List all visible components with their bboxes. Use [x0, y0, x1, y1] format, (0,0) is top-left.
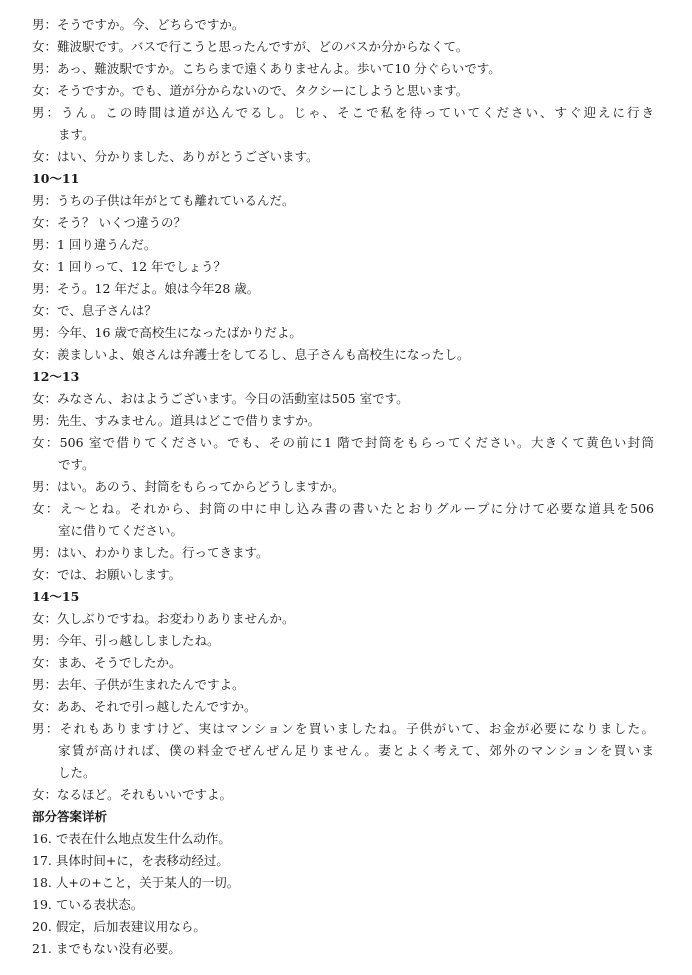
dialogue-line: 女：難波駅です。バスで行こうと思ったんですが、どのバスか分からなくて。	[32, 39, 469, 54]
dialogue-line: 男：そうですか。今、どちらですか。	[32, 17, 245, 32]
dialogue-line: 男：1 回り違うんだ。	[32, 237, 157, 252]
dialogue-line: 女：なるほど。それもいいですよ。	[32, 787, 233, 802]
dialogue-continuation: 室に借りてください。	[58, 523, 184, 538]
answer-explanation: 20. 假定，后加表建议用なら。	[32, 919, 206, 934]
dialogue-line: 女：まあ、そうでしたか。	[32, 655, 182, 670]
question-number: 14～15	[32, 589, 80, 604]
dialogue-line: 女：久しぶりですね。お変わりありませんか。	[32, 611, 295, 626]
dialogue-line: 男：あっ、難波駅ですか。こちらまで遠くありませんよ。歩いて10 分ぐらいです。	[32, 61, 501, 76]
dialogue-line: 女：506 室で借りてください。でも、その前に1 階で封筒をもらってください。大きくて黄色い封筒	[32, 435, 654, 450]
dialogue-line: 女：ああ、それで引っ越したんですか。	[32, 699, 257, 714]
dialogue-line: 女：はい、分かりました、ありがとうございます。	[32, 149, 319, 164]
answer-explanation: 18. 人+の+こと，关于某人的一切。	[32, 875, 240, 890]
dialogue-line: 女：で、息子さんは？	[32, 303, 157, 318]
dialogue-line: 女：そう？ いくつ違うの？	[32, 215, 186, 230]
dialogue-continuation: した。	[58, 765, 96, 780]
dialogue-line: 男：今年、引っ越ししましたね。	[32, 633, 220, 648]
answer-explanation: 21. までもない没有必要。	[32, 941, 181, 956]
dialogue-line: 男：うん。この時間は道が込んでるし。じゃ、そこで私を待っていてください、すぐ迎えに行き	[32, 105, 654, 120]
answer-explanation: 17. 具体时间+に，を表移动经过。	[32, 853, 229, 868]
dialogue-line: 女：羨ましいよ、娘さんは弁護士をしてるし、息子さんも高校生になったし。	[32, 347, 470, 362]
dialogue-line: 女：え～とね。それから、封筒の中に申し込み書の書いたとおりグループに分けて必要な道具を506	[32, 501, 654, 516]
question-number: 12～13	[32, 369, 80, 384]
dialogue-line: 男：はい。あのう、封筒をもらってからどうしますか。	[32, 479, 345, 494]
answer-explanation: 19. ている表状态。	[32, 897, 144, 912]
dialogue-line: 女：そうですか。でも、道が分からないので、タクシーにしようと思います。	[32, 83, 469, 98]
dialogue-line: 女：1 回りって、12 年でしょう？	[32, 259, 227, 274]
dialogue-line: 男：はい、わかりました。行ってきます。	[32, 545, 269, 560]
dialogue-continuation: です。	[58, 457, 95, 472]
dialogue-line: 男：先生、すみません。道具はどこで借りますか。	[32, 413, 321, 428]
document-body	[32, 14, 654, 960]
dialogue-line: 女：みなさん、おはようございます。今日の活動室は505 室です。	[32, 391, 409, 406]
dialogue-continuation: ます。	[58, 127, 95, 142]
question-number: 10～11	[32, 171, 80, 186]
dialogue-line: 男：それもありますけど、実はマンションを買いましたね。子供がいて、お金が必要になりました。	[32, 721, 654, 736]
dialogue-line: 男：今年、16 歳で高校生になったばかりだよ。	[32, 325, 302, 340]
dialogue-line: 女：では、お願いします。	[32, 567, 182, 582]
answer-explanation: 16. で表在什么地点发生什么动作。	[32, 831, 231, 846]
section-heading: 部分答案详析	[32, 809, 108, 824]
dialogue-line: 男：うちの子供は年がとても離れているんだ。	[32, 193, 295, 208]
dialogue-continuation: 家賃が高ければ、僕の料金でぜんぜん足りません。妻とよく考えて、郊外のマンションを買いま	[58, 743, 654, 758]
dialogue-line: 男：去年、子供が生まれたんですよ。	[32, 677, 245, 692]
dialogue-line: 男：そう。12 年だよ。娘は今年28 歳。	[32, 281, 260, 296]
